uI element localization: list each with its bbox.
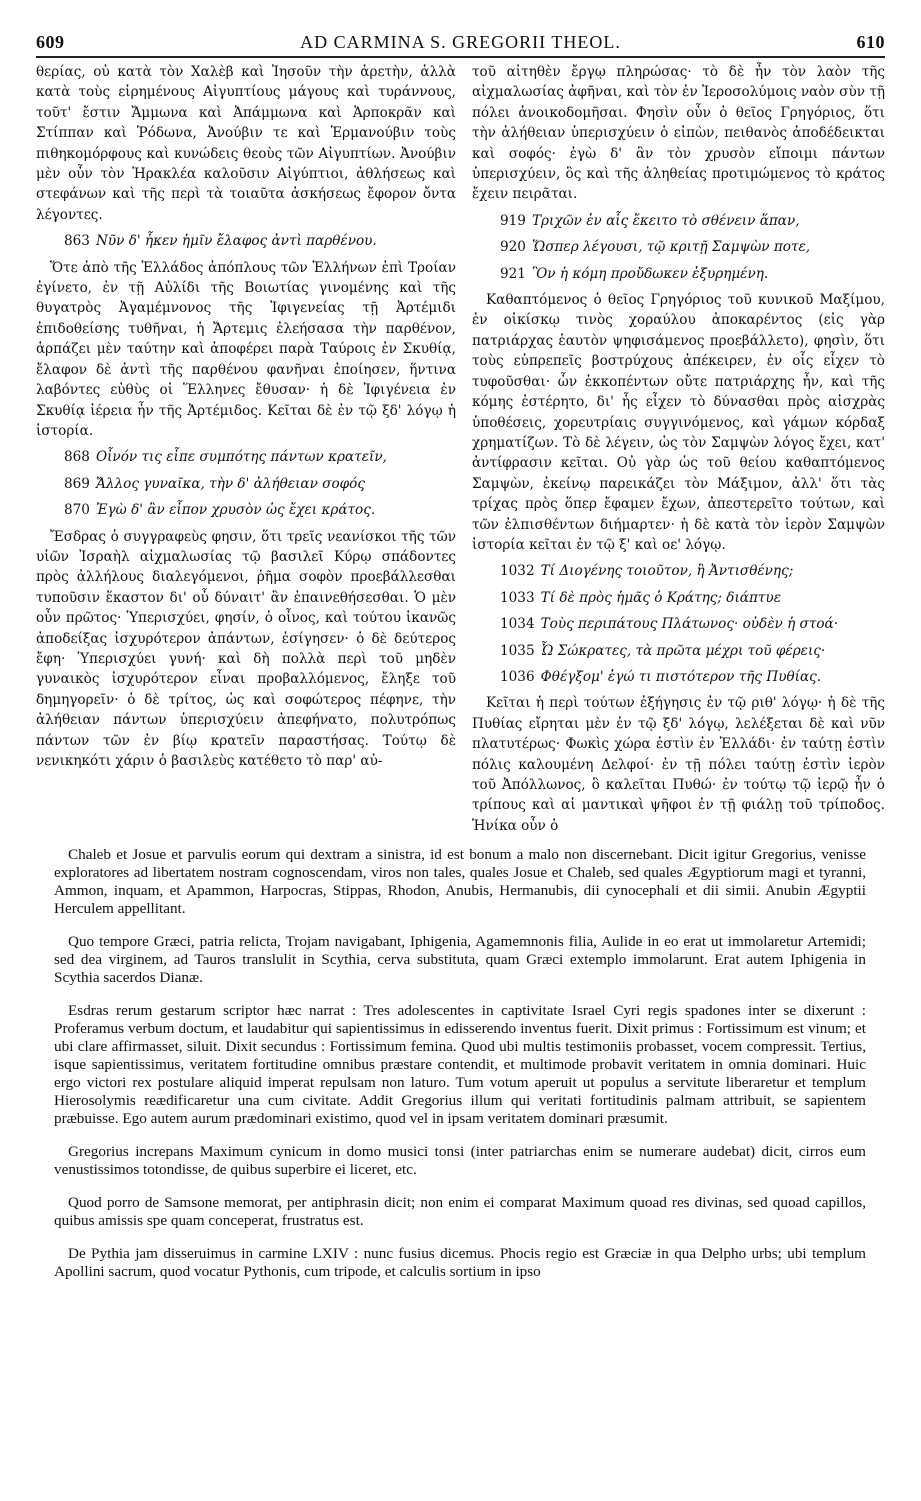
paragraph: θερίας, οὐ κατὰ τὸν Χαλὲβ καὶ Ἰησοῦν τὴν ἀρετὴν, ἀλλὰ κατὰ τοὺς εἰρημένους Αἰγυπτίους μάγους καὶ τυράννους, τοῦτ' ἔστιν Ἄμμωνα καὶ Ἀπάμμωνα καὶ Ἁρποκρᾶν καὶ Στίππαν καὶ Ῥόδωνα, Ἀνούβιν τε καὶ Ἑρμανούβιν τοὺς πιθηκομόρφους καὶ κυνώδεις θεοὺς τῶν Αἰγυπτίων. Ἀνούβιν μὲν οὖν τὸν Ἡρακλέα καλοῦσιν Αἰγύπτιοι, ἀθλήσεως καὶ στεφάνων καὶ τῆς περὶ τὰ τοιαῦτα ἀσκήσεως ἔφορον ὄντα λέγοντες. [36,64,456,223]
verse-number: 863 [64,233,90,250]
verse-line [36,447,456,467]
verse-line [472,237,885,257]
verse-number: 920 [500,239,526,256]
paragraph: τοῦ αἰτηθὲν ἔργῳ πληρώσας· τὸ δὲ ἦν τὸν λαὸν τῆς αἰχμαλωσίας ἀφῆναι, καὶ τὸν ἐν Ἱεροσολύμοις ναὸν σὺν τῇ πόλει ἀνοικοδομῆσαι. Φησὶν οὖν ὁ θεῖος Γρηγόριος, ὅτι τὴν ἀλήθειαν ὑπερισχύειν ὁ εἰπὼν, πειθανὸς ἀποδέδεικται καὶ σοφός· ἐγὼ δ' ἂν τὸν χρυσὸν εἴποιμι πάντων ὑπερισχύειν, ὃς καὶ τῆς ἀληθείας προτιμώμενος τὸ κράτος ἔχειν πειρᾶται. [472,64,885,203]
verse-number: 1035 [500,642,535,659]
paragraph: Καθαπτόμενος ὁ θεῖος Γρηγόριος τοῦ κυνικοῦ Μαξίμου, ἐν οἰκίσκῳ τινὸς χοραύλου ἀποκαρέντος (εἰς γὰρ πατριάρχας ἑαυτὸν ψηφισάμενος προεβάλλετο), φησὶν, ὅτι τοὺς εὐπρεπεῖς βοστρύχους ἀπέκειρεν, ἐν οἷς εἶχεν τὸ τυφοῦσθαι· ὧν ἐκκοπέντων οὔτε πατριάρχης ἦν, καὶ τῆς κόμης ἐστέρητο, δι' ἧς εἶχεν τὸ δύνασθαι πρὸς αἰσχρὰς ὑποθέσεις, χορευτρίαις συγγινόμενος, καὶ γάμων κόρδαξ χρηματίζων. Τὸ δὲ λέγειν, ὡς τὸν Σαμψὼν λόγος ἔχει, κατ' ἀντίφρασιν κεῖται. Οὐ γὰρ ὡς τοῦ θείου καθαπτόμενος Σαμψὼν, ἐκείνῳ παρεικάζει τὸν Μάξιμον, ἀλλ' ὅτι τὰς τρίχας πρὸς ὅπερ ἔφαμεν ἔχων, ἀπεστερεῖτο τούτων, καὶ τῶν ἐλπισθέντων διήμαρτεν· ἡ δὲ κατὰ τὸν ἱερὸν Σαμψὼν ἱστορία κεῖται ἐν τῷ ξ' καὶ οε' λόγῳ. [472,292,885,553]
latin-paragraph: Quo tempore Græci, patria relicta, Trojam navigabant, Iphigenia, Agamemnonis filia, Aulide in eo erat ut immolaretur Artemidi; sed dea virginem, ad Tauros translulit in Scythia, cerva substituta, quam Græci extemplo immolarunt. Erat autem Iphigenia in Scythia sacerdos Dianæ. [54,933,866,986]
verse-block [472,211,885,284]
latin-paragraph: Chaleb et Josue et parvulis eorum qui dextram a sinistra, id est bonum a malo non discernebant. Dicit igitur Gregorius, venisse exploratores ad libertatem nostram cognoscendam, viros non tales, quales Josue et Chaleb, sed quales Ægyptiorum magi et tyranni, Ammon, inquam, et Apammon, Harpocras, Stippas, Rhodon, Anubis, Hermanubis, dii cynocephali et dii simii. Anubin Ægyptii Herculem appellitant. [54,846,866,917]
running-title: AD CARMINA S. GREGORII THEOL. [300,32,621,52]
verse-line [472,614,885,634]
paragraph: Ἔσδρας ὁ συγγραφεὺς φησιν, ὅτι τρεῖς νεανίσκοι τῆς τῶν υἱῶν Ἰσραὴλ αἰχμαλωσίας τῷ βασιλεῖ Κύρῳ σπάδοντες πρὸς ἀλλήλους διαλεγόμενοι, ῥῆμα σοφὸν προεβάλλεσθαι τυποῦσιν ἕκαστον δι' οὗ δύναιτ' ἂν ἐπαινεθήσεσθαι. Ὁ μὲν οὖν πρῶτος· Ὑπερισχύει, φησίν, ὁ οἶνος, καὶ τούτου ἱκανῶς ἀποδείξας ἰσχυρότερον ἁπάντων, ἐσίγησεν· ὁ δὲ δεύτερος ἔφη· Ὑπερισχύει γυνή· καὶ δὴ πολλὰ περὶ τοῦ μηδὲν γυναικὸς ἰσχυρότερον εἶναι προβαλλόμενος, ἔληξε τοῦ δημηγορεῖν· ὁ δὲ τρίτος, ὡς καὶ σοφώτερος πέφηνε, τὴν ἀλήθειαν πάντων ὑπερισχύειν ἀπεφήνατο, πολυτρόπως πάντων τῶν ἐν βίῳ κρατεῖν παραστήσας. Τούτῳ δὲ νενικηκότι χάριν ὁ βασιλεὺς κατέθετο τὸ παρ' αὐ- [36,528,456,769]
verse-text: Οἶνόν τις εἶπε συμπότης πάντων κρατεῖν, [95,449,387,466]
verse-number: 868 [64,449,90,466]
verse-block [36,447,456,520]
verse-text: Ἐγὼ δ' ἂν εἶπον χρυσὸν ὡς ἔχει κράτος. [95,502,376,519]
verse-number: 1033 [500,589,535,606]
verse-line [472,667,885,687]
page-number-left: 609 [36,32,65,52]
latin-paragraph: Esdras rerum gestarum scriptor hæc narrat : Tres adolescentes in captivitate Israel Cyri regis spadones inter se dixerunt : Proferamus verbum doctum, et laudabitur qui sapientissimus in edisserendo inventus fuerit. Dixit primus : Fortissimum est vinum; et ubi clare affirmasset, siluit. Dixit secundus : Fortissimum femina. Quod ubi multis testimoniis probasset, vocem compressit. Tertius, isque sapientissimus, veritatem fortitudine omnibus præstare contendit, et multimode probavit veritatem in omnia dominari. Huic ergo victori rex postulare aliquid imperat repulsam non laturo. Tum votum aperuit ut populus a servitute liberaretur et templum Hierosolymis reædificaretur una cum civitate. Addit Gregorius illum qui veritati fortitudinis palmam attribuit, se sapientem præbuisse. Ego autem aurum prædominari existimo, quod vel in ipsam veritatem dominari præsumit. [54,1002,866,1127]
verse-number: 1034 [500,616,535,633]
verse-text: Ὦ Σώκρατες, τὰ πρῶτα μέχρι τοῦ φέρεις· [540,642,826,659]
verse-number: 869 [64,475,90,492]
greek-columns [36,62,885,832]
verse-text: Ἄλλος γυναῖκα, τὴν δ' ἀλήθειαν σοφός [95,475,365,492]
left-column [36,62,456,777]
verse-text: Τριχῶν ἐν αἷς ἔκειτο τὸ σθένειν ἅπαν, [531,212,800,229]
verse-number: 921 [500,265,526,282]
verse-line [472,264,885,284]
verse-text: Φθέγξομ' ἐγώ τι πιστότερον τῆς Πυθίας. [540,668,822,685]
verse-line [472,588,885,608]
verse-text: Τί δὲ πρὸς ἡμᾶς ὁ Κράτης; διάπτυε [540,589,781,606]
verse-number: 870 [64,502,90,519]
verse-number: 1036 [500,668,535,685]
verse-block [472,561,885,687]
latin-paragraph: Quod porro de Samsone memorat, per antiphrasin dicit; non enim ei comparat Maximum quoad res divinas, sed quoad capillos, quibus amissis spe quam conceperat, frustratus est. [54,1194,866,1229]
latin-translation [54,846,866,1296]
running-header [36,30,885,58]
verse-number: 919 [500,212,526,229]
verse-text: Νῦν δ' ἧκεν ἡμῖν ἔλαφος ἀντὶ παρθένου. [95,233,377,250]
latin-paragraph: De Pythia jam disseruimus in carmine LXIV : nunc fusius dicemus. Phocis regio est Græciæ in qua Delpho urbs; ubi templum Apollini sacrum, quod vocatur Pythonis, cum tripode, et calculis sortium in ipso [54,1245,866,1280]
verse-line [472,561,885,581]
verse-line [472,641,885,661]
latin-paragraph: Gregorius increpans Maximum cynicum in domo musici tonsi (inter patriarchas enim se numerare audebat) dicit, cirros eum venustissimos totondisse, de quibus superbire ei liceret, etc. [54,1143,866,1178]
verse-text: Τί Διογένης τοιοῦτον, ἢ Ἀντισθένης; [540,563,794,580]
verse-line [36,474,456,494]
verse-text: Τοὺς περιπάτους Πλάτωνος· οὐδὲν ἡ στοά· [540,616,839,633]
verse-text: Ὃν ἡ κόμη προὔδωκεν ἐξυρημένη. [531,265,769,282]
verse-text: Ὥσπερ λέγουσι, τῷ κριτῇ Σαμψὼν ποτε, [531,239,811,256]
verse-line [36,231,456,251]
verse-line [472,211,885,231]
verse-line [36,500,456,520]
paragraph: Κεῖται ἡ περὶ τούτων ἐξήγησις ἐν τῷ ριθ' λόγῳ· ἡ δὲ τῆς Πυθίας εἴρηται μὲν ἐν τῷ ξδ' λόγῳ, λελέξεται δὲ καὶ νῦν πλατυτέρως· Φωκὶς χώρα ἐστὶν ἐν Ἑλλάδι· ἐν ταύτῃ ἐστὶν πόλις καλουμένη Δελφοί· ἐν τῇ πόλει ταύτῃ ἐστὶν ἱερὸν τοῦ Ἀπόλλωνος, ὃ καλεῖται Πυθώ· ἐν τούτῳ τῷ ἱερῷ ἦν ὁ τρίπους καὶ αἱ μαντικαὶ ψῆφοι ἐν τῇ φιάλῃ τοῦ τρίποδος. Ἡνίκα οὖν ὁ [472,695,885,834]
verse-number: 1032 [500,563,535,580]
paragraph: Ὅτε ἀπὸ τῆς Ἑλλάδος ἀπόπλους τῶν Ἑλλήνων ἐπὶ Τροίαν ἐγίνετο, ἐν τῇ Αὐλίδι τῆς Βοιωτίας γινομένης καὶ τῆς θυγατρὸς Ἀγαμέμνονος τῆς Ἰφιγενείας τῇ Ἀρτέμιδι ἐπιδοθείσης τυθῆναι, ἡ Ἄρτεμις ἐλεήσασα τὴν παρθένον, ἁρπάζει μὲν ταύτην καὶ ἀποφέρει παρὰ Ταύροις ἐν Σκυθίᾳ, ἔλαφον δὲ ἀντὶ τῆς παρθένου φανῆναι ἐποίησεν, ἥντινα λαβόντες εὐθὺς οἱ Ἕλληνες ἔθυσαν· ἡ δὲ Ἰφιγένεια ἐν Σκυθίᾳ ἱέρεια ἦν τῆς Ἀρτέμιδος. Κεῖται δὲ ἐν τῷ ξδ' λόγῳ ἡ ἱστορία. [36,259,456,439]
page-number-right: 610 [856,32,885,52]
right-column [472,62,885,842]
verse-block [36,231,456,251]
